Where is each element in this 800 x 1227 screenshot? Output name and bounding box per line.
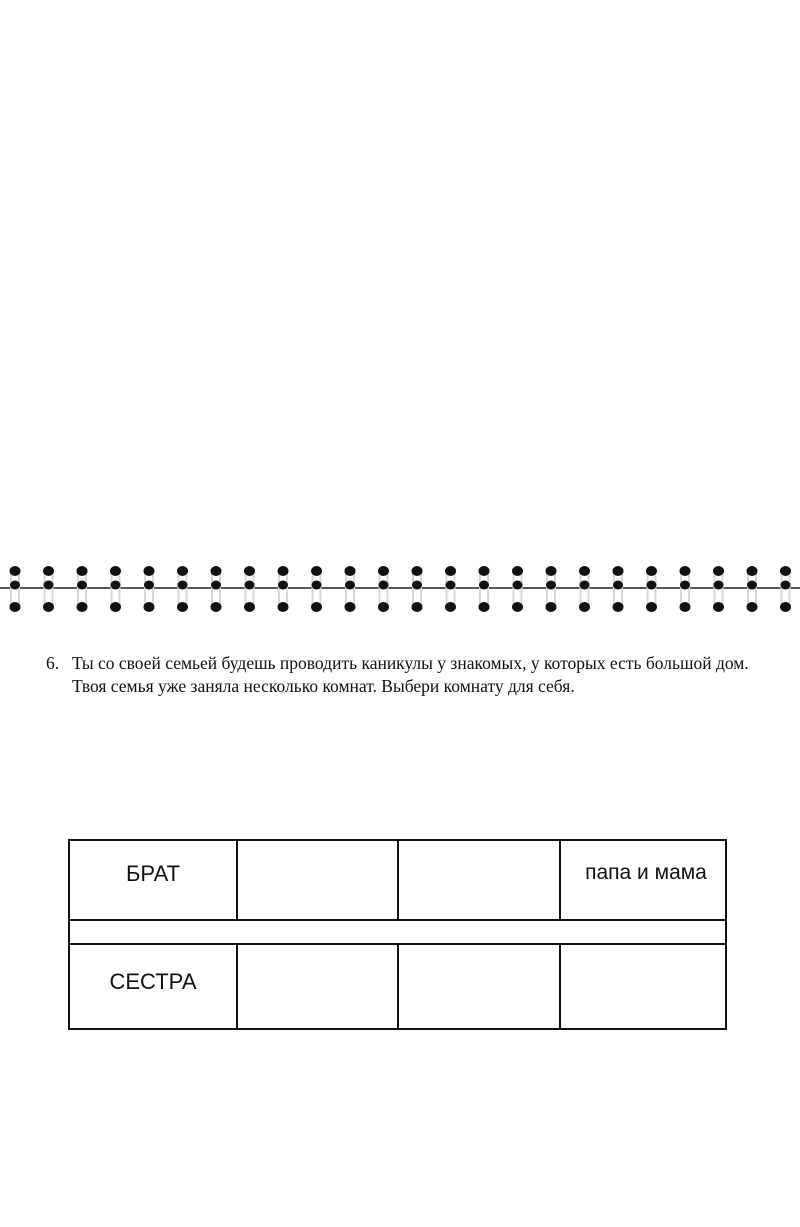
bottom-room-row bbox=[70, 943, 725, 1030]
binding-ring bbox=[512, 566, 523, 612]
binding-ring bbox=[579, 566, 590, 612]
binding-ring bbox=[445, 566, 456, 612]
binding-ring bbox=[546, 566, 557, 612]
binding-ring bbox=[345, 566, 356, 612]
binding-ring bbox=[177, 566, 188, 612]
binding-ring bbox=[10, 566, 21, 612]
binding-ring bbox=[77, 566, 88, 612]
house-plan bbox=[68, 839, 727, 1030]
binding-ring bbox=[311, 566, 322, 612]
room-empty-top-3[interactable] bbox=[399, 841, 561, 919]
binding-ring bbox=[244, 566, 255, 612]
binding-ring bbox=[144, 566, 155, 612]
question-number: 6. bbox=[46, 653, 60, 673]
corridor bbox=[70, 921, 725, 943]
binding-ring bbox=[43, 566, 54, 612]
room-sister[interactable] bbox=[70, 945, 238, 1030]
binding-ring bbox=[713, 566, 724, 612]
binding-ring bbox=[110, 566, 121, 612]
binding-ring bbox=[479, 566, 490, 612]
binding-ring bbox=[680, 566, 691, 612]
binding-ring bbox=[780, 566, 791, 612]
binding-ring bbox=[378, 566, 389, 612]
binding-ring bbox=[613, 566, 624, 612]
room-label-parents: папа и мама bbox=[585, 861, 707, 884]
binding-ring bbox=[278, 566, 289, 612]
room-parents[interactable] bbox=[561, 841, 725, 919]
room-empty-bottom-4[interactable] bbox=[561, 945, 725, 1030]
binding-ring bbox=[646, 566, 657, 612]
room-label-brother: БРАТ bbox=[125, 861, 181, 886]
question-text: Ты со своей семьей будешь проводить каникулы у знакомых, у которых есть большой дом. Твоя семья уже заняла несколько комнат. Выбери комнату для себя. bbox=[72, 653, 749, 696]
room-brother[interactable] bbox=[70, 841, 238, 919]
top-room-row bbox=[70, 841, 725, 921]
room-empty-top-2[interactable] bbox=[238, 841, 399, 919]
room-empty-bottom-3[interactable] bbox=[399, 945, 561, 1030]
binding-ring bbox=[747, 566, 758, 612]
question-6 bbox=[46, 652, 786, 698]
binding-ring bbox=[412, 566, 423, 612]
spiral-binding bbox=[0, 555, 800, 625]
room-empty-bottom-2[interactable] bbox=[238, 945, 399, 1030]
room-label-sister: СЕСТРА bbox=[109, 969, 197, 994]
binding-ring bbox=[211, 566, 222, 612]
